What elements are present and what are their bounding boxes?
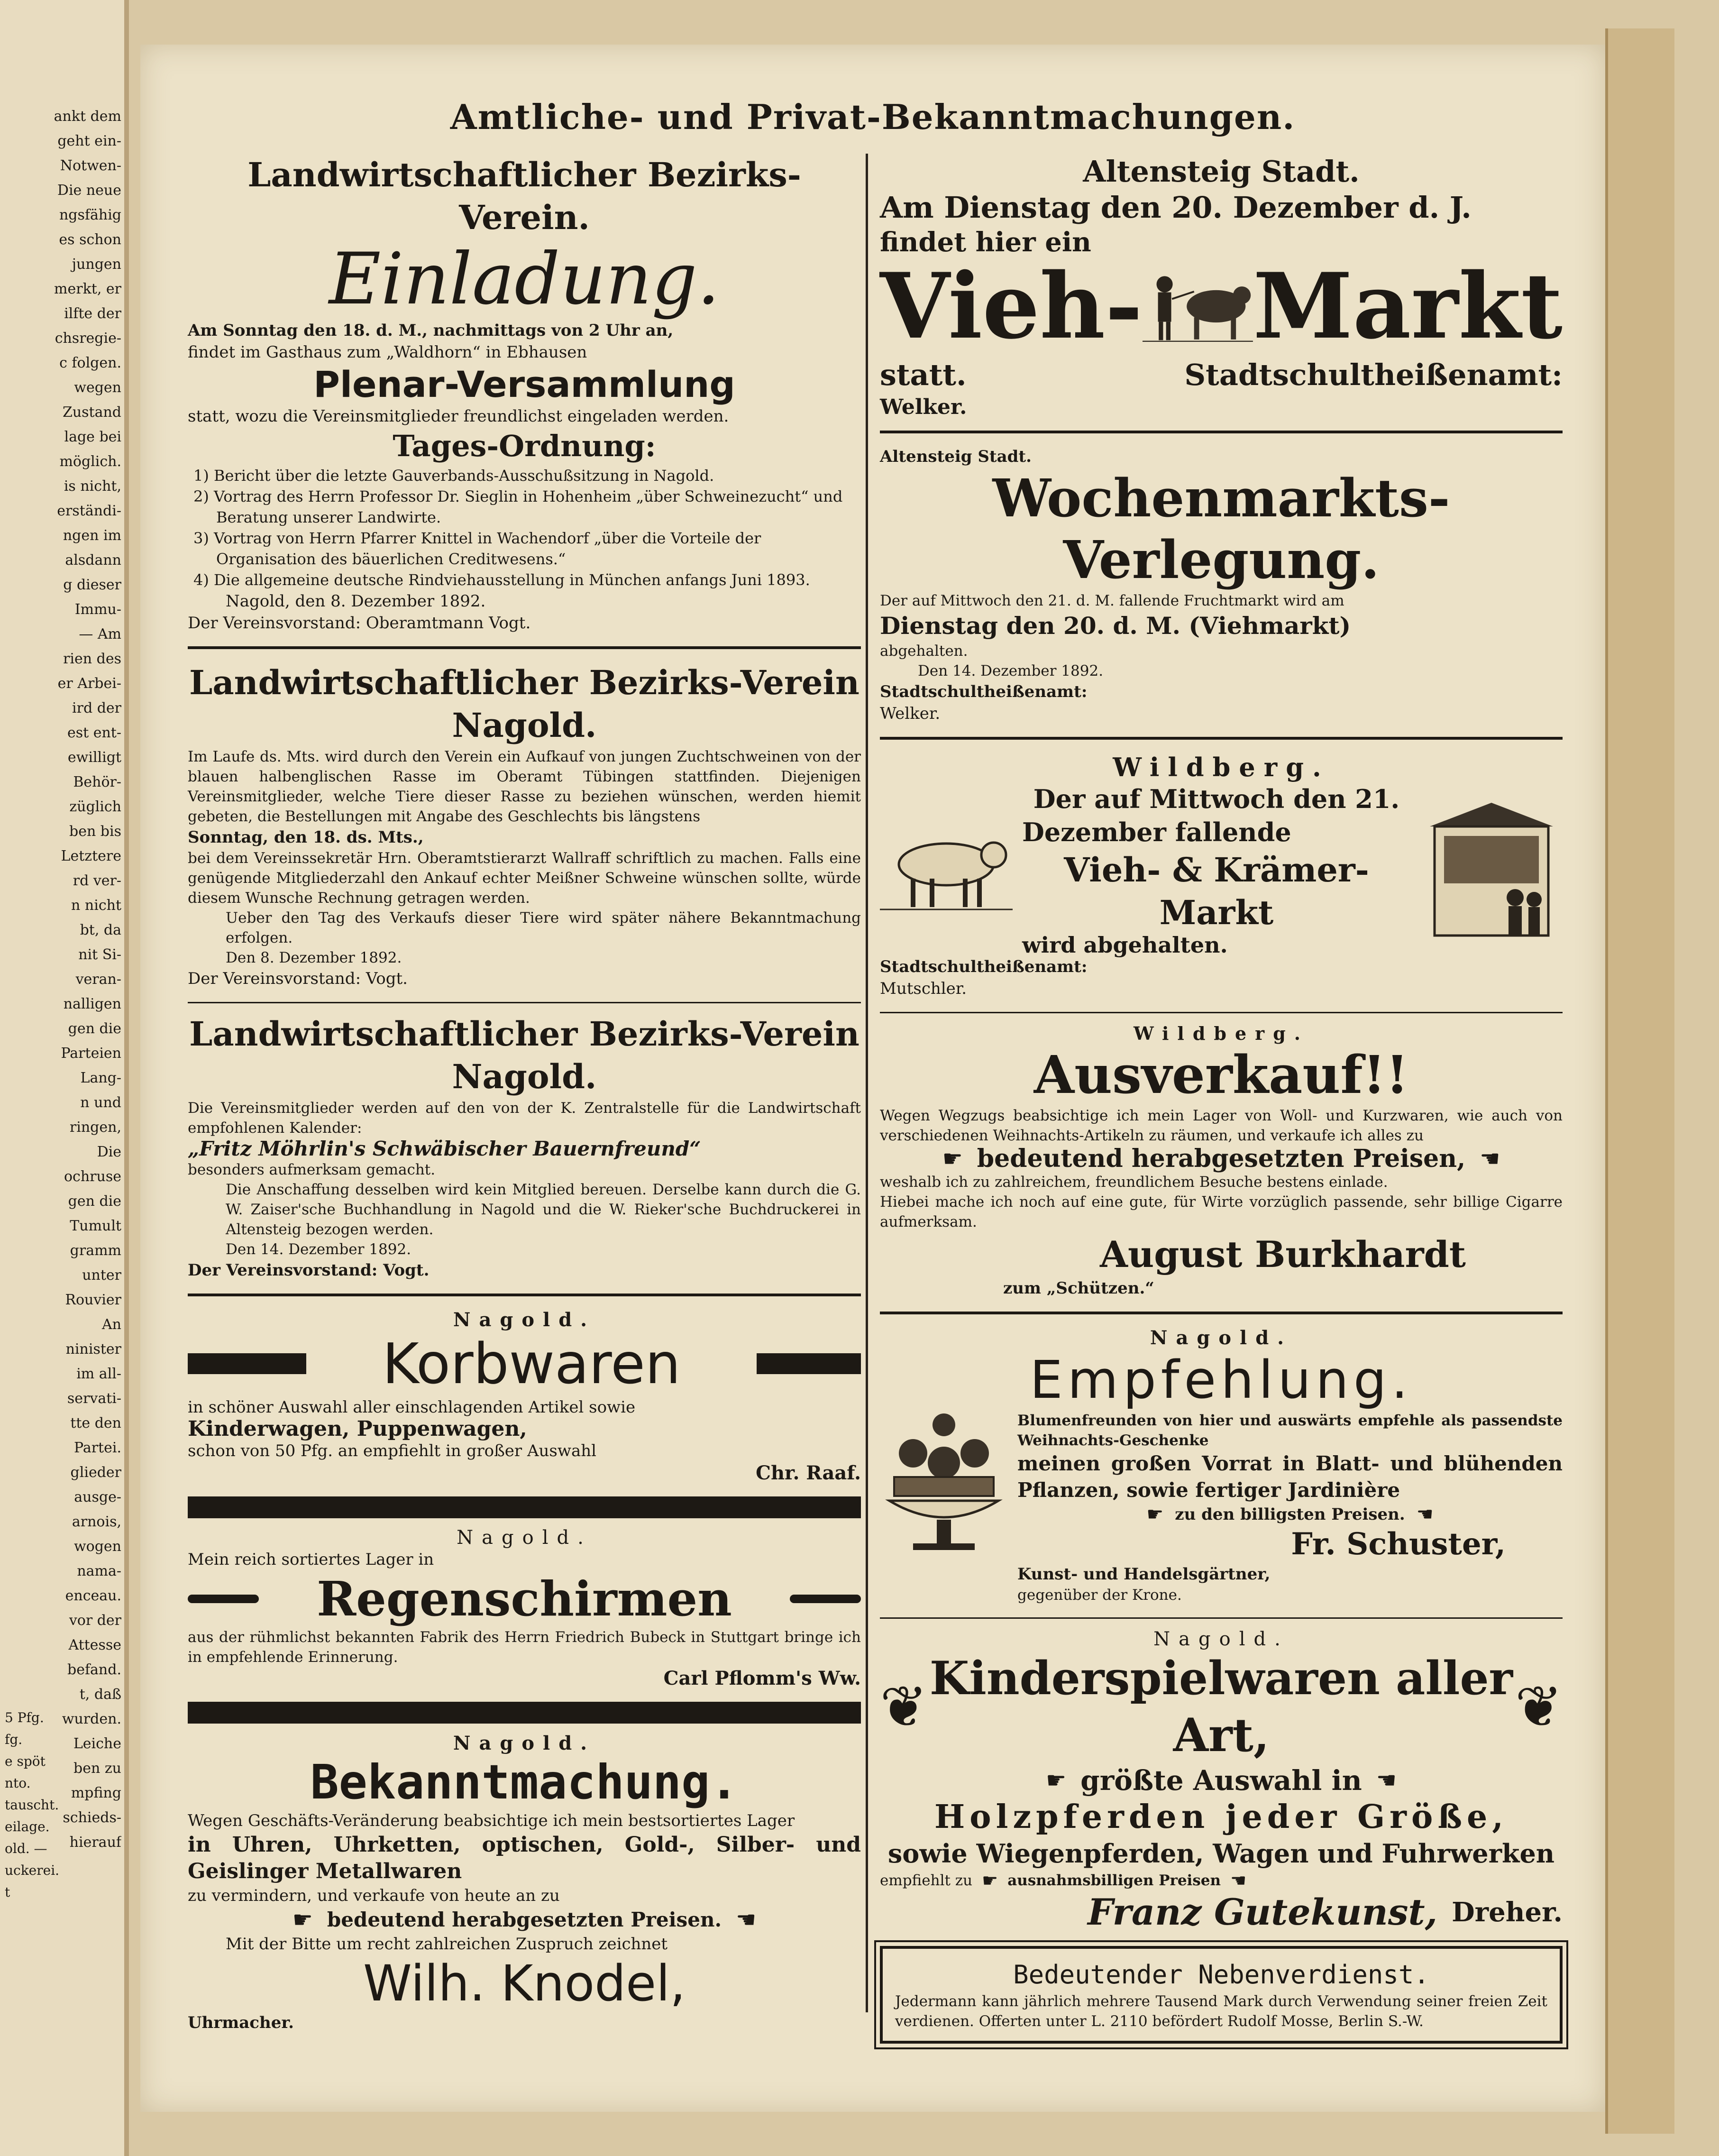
ad-sub: zum „Schützen.“	[1003, 1279, 1154, 1298]
ad-heading-row	[880, 253, 1563, 359]
pointing-hand-icon: ☛	[942, 1146, 963, 1172]
separator-rule	[188, 1294, 861, 1296]
ad-line: schon von 50 Pfg. an empfiehlt in großer Auswahl	[188, 1441, 597, 1460]
previous-page-fragment: züglich	[69, 798, 121, 815]
previous-page-fragment: veran-	[75, 971, 121, 988]
ad-line: meinen großen Vorrat in Blatt- und blühenden Pflanzen, sowie fertiger Jardinière	[1017, 1452, 1563, 1502]
ad-nebenverdienst	[880, 1946, 1563, 2044]
previous-page-fragment: old. —	[5, 1841, 47, 1856]
ad-place: Nagold.	[453, 1309, 596, 1331]
previous-page-fragment: ben bis	[69, 823, 121, 840]
ad-signature: Chr. Raaf.	[756, 1462, 861, 1484]
previous-page-fragment: Notwen-	[60, 157, 121, 174]
previous-page-fragment: Leiche	[73, 1735, 121, 1752]
ox-illustration	[880, 826, 1013, 912]
section-masthead: Amtliche- und Privat-Bekanntmachungen.	[450, 97, 1296, 137]
previous-page-fragment: möglich.	[59, 453, 121, 470]
previous-page-fragment: g dieser	[63, 577, 121, 593]
flower-stand-illustration	[880, 1411, 1008, 1553]
ad-heading: Empfehlung.	[1030, 1349, 1413, 1410]
ad-line: sowie Wiegenpferden, Wagen und Fuhrwerken	[887, 1838, 1555, 1869]
previous-page-fragment: vor der	[69, 1612, 121, 1629]
ad-kinderspielwaren	[880, 1628, 1563, 1934]
ad-body-2: bei dem Vereinssekretär Hrn. Oberamtstierarzt Wallraff schriftlich zu machen. Falls eine genügende Mitgliederzahl den Ankauf echter Meißner Schweine wünschen sollte, würde diesem Wunsche Rechnung getragen werden.	[188, 850, 861, 907]
ad-event-note: statt, wozu die Vereinsmitglieder freundlichst eingeladen werden.	[188, 407, 729, 426]
previous-page-fragment: Behör-	[73, 774, 121, 790]
newspaper-page	[140, 45, 1605, 2112]
ad-place: Altensteig Stadt.	[1083, 154, 1360, 189]
ad-heading: Regenschirmen	[317, 1571, 732, 1627]
ad-date: Den 14. Dezember 1892.	[918, 662, 1104, 679]
ad-prices-row	[1017, 1504, 1563, 1525]
ad-place: Nagold.	[453, 1732, 596, 1754]
previous-page-fragment: ben zu	[73, 1760, 121, 1777]
previous-page-fragment: Die neue	[57, 182, 121, 199]
ad-ausverkauf	[880, 1023, 1563, 1299]
previous-page-fragment: befand.	[67, 1661, 121, 1678]
previous-page-fragment: gramm	[70, 1242, 121, 1259]
ad-heading-row	[880, 1650, 1563, 1764]
previous-page-fragment: lage bei	[64, 429, 121, 445]
ad-viehmarkt	[880, 154, 1563, 418]
ad-bauernfreund	[188, 1013, 861, 1281]
agenda-item: 4) Die allgemeine deutsche Rindviehausstellung in München anfangs Juni 1893.	[193, 571, 810, 589]
previous-page-fragment: nit Si-	[78, 946, 121, 963]
ad-knodel	[188, 1732, 861, 2034]
previous-page-fragment: t	[5, 1884, 10, 1900]
separator-bar	[188, 1702, 861, 1724]
ad-calendar: „Fritz Möhrlin's Schwäbischer Bauernfreund“	[188, 1137, 701, 1160]
previous-page-fragment: mpfing	[71, 1785, 121, 1801]
previous-page-fragment: ausge-	[74, 1489, 121, 1505]
previous-page-fragment: tauscht.	[5, 1797, 59, 1813]
pointing-hand-icon: ☚	[736, 1907, 757, 1933]
ad-role: Dreher.	[1452, 1897, 1563, 1928]
previous-page-fragment: uckerei.	[5, 1862, 60, 1878]
previous-page-fragment: schieds-	[63, 1809, 121, 1826]
ad-word: Vieh-	[880, 253, 1143, 359]
previous-page-bottom-text	[5, 1707, 119, 1903]
ad-body-2: weshalb ich zu zahlreichem, freundlichem Besuche bestens einlade.	[880, 1174, 1388, 1191]
previous-page-fragment: c folgen.	[59, 355, 121, 371]
ad-line: wird abgehalten.	[1022, 932, 1228, 958]
previous-page-fragment: geht ein-	[57, 133, 121, 149]
ad-regenschirme	[188, 1527, 861, 1689]
separator-rule	[188, 1002, 861, 1003]
previous-page-fragment: An	[102, 1316, 121, 1333]
separator-rule	[188, 646, 861, 649]
previous-page-fragment: Die	[97, 1144, 121, 1160]
ad-signature-row	[880, 1891, 1563, 1934]
ad-zuchtschweine	[188, 661, 861, 990]
previous-page-fragment: im all-	[76, 1366, 121, 1382]
ad-heading: Ausverkauf!!	[1033, 1044, 1409, 1105]
ad-name: Franz Gutekunst,	[1088, 1891, 1438, 1933]
previous-page-fragment: Partei.	[73, 1440, 121, 1456]
ad-heading-row	[188, 1570, 861, 1627]
ad-line: Mit der Bitte um recht zahlreichen Zuspruch zeichnet	[226, 1935, 668, 1954]
ad-text-block	[1013, 782, 1420, 956]
previous-page-fragment: gen die	[68, 1193, 121, 1210]
ad-place: Nagold.	[457, 1527, 592, 1549]
ad-office: Stadtschultheißenamt:	[1184, 358, 1563, 392]
decorative-bar	[188, 1353, 306, 1374]
ad-signature: Mutschler.	[880, 979, 967, 998]
ad-name: August Burkhardt	[1100, 1233, 1466, 1275]
previous-page-text	[3, 104, 121, 1855]
previous-page-fragment: wurden.	[62, 1711, 121, 1727]
ad-name: Wilh. Knodel,	[363, 1954, 686, 2012]
ad-text-block	[1008, 1411, 1563, 1605]
ad-title: Landwirtschaftlicher Bezirks-Verein.	[247, 155, 801, 237]
ad-prices-row	[188, 1907, 861, 1933]
previous-page-fragment: Letztere	[61, 848, 121, 864]
pointing-hand-icon: ☚	[1376, 1767, 1397, 1794]
ad-line: Mein reich sortiertes Lager in	[188, 1550, 434, 1569]
ad-prices: zu den billigsten Preisen.	[1175, 1505, 1405, 1524]
ad-signature: Welker.	[880, 704, 941, 723]
pointing-hand-icon: ☛	[982, 1870, 998, 1891]
ad-line: Am Dienstag den 20. Dezember d. J.	[880, 190, 1472, 225]
ad-body-row	[880, 782, 1563, 956]
ad-body-2: besonders aufmerksam gemacht.	[188, 1161, 436, 1178]
ad-office: Stadtschultheißenamt:	[880, 682, 1088, 701]
previous-page-fragment: t, daß	[79, 1686, 121, 1703]
ad-line: ausnahmsbilligen Preisen	[1007, 1872, 1221, 1889]
previous-page-fragment: Immu-	[74, 601, 121, 618]
agenda-item: 2) Vortrag des Herrn Professor Dr. Sieglin in Hohenheim „über Schweinezucht“ und Beratung unserer Landwirte.	[193, 487, 843, 526]
previous-page-fragment: tte den	[70, 1415, 121, 1431]
previous-page-fragment: wegen	[74, 379, 121, 396]
ad-word: Markt	[1253, 253, 1563, 359]
ad-place: Altensteig Stadt.	[880, 447, 1032, 466]
previous-page-fragment: ochruse	[64, 1168, 121, 1185]
ad-prices: bedeutend herabgesetzten Preisen,	[977, 1144, 1466, 1173]
ad-intro-rest: findet im Gasthaus zum „Waldhorn“ in Ebhausen	[188, 343, 587, 362]
ad-line: statt.	[880, 358, 967, 392]
previous-page-fragment: Tumult	[70, 1218, 121, 1234]
ad-korbwaren	[188, 1309, 861, 1484]
ad-line: empfiehlt zu	[880, 1872, 973, 1889]
previous-page-fragment: nto.	[5, 1775, 31, 1791]
previous-page-fragment: nama-	[77, 1563, 121, 1579]
separator-rule	[880, 1312, 1563, 1314]
previous-page-edge	[0, 0, 129, 2156]
ad-date: Den 8. Dezember 1892.	[226, 949, 402, 966]
ad-line: aus der rühmlichst bekannten Fabrik des Herrn Friedrich Bubeck in Stuttgart bringe ich in empfehlende Erinnerung.	[188, 1629, 861, 1666]
previous-page-fragment: enceau.	[65, 1587, 121, 1604]
previous-page-fragment: Rouvier	[65, 1292, 121, 1308]
ad-body: Im Laufe ds. Mts. wird durch den Verein ein Aufkauf von jungen Zuchtschweinen von der blauen halbenglischen Rasse im Oberamt Tübingen stattfinden. Diejenigen Vereinsmitglieder, welche Tiere dieser Rasse zu beziehen wünschen, werden hiemit gebeten, die Bestellungen mit Angabe des Geschlechts bis längstens	[188, 748, 861, 825]
ad-line: findet hier ein	[880, 227, 1091, 258]
pointing-hand-icon: ☛	[292, 1907, 313, 1933]
ad-line: Kinderwagen, Puppenwagen,	[188, 1417, 527, 1441]
previous-page-fragment: ird der	[72, 700, 121, 716]
ad-line: Blumenfreunden von hier und auswärts empfehle als passendste Weihnachts-Geschenke	[1017, 1412, 1563, 1449]
ad-signature: Der Vereinsvorstand: Oberamtmann Vogt.	[188, 614, 531, 633]
previous-page-fragment: alsdann	[65, 552, 121, 569]
previous-page-fragment: merkt, er	[54, 281, 121, 297]
ad-line: Wegen Geschäfts-Veränderung beabsichtige ich mein bestsortiertes Lager	[188, 1811, 795, 1830]
previous-page-fragment: e spöt	[5, 1753, 46, 1769]
ad-office: Stadtschultheißenamt:	[880, 957, 1088, 976]
pointing-hand-icon: ☚	[1230, 1870, 1247, 1891]
separator-rule	[880, 1617, 1563, 1619]
ad-event: Plenar-Versammlung	[313, 363, 735, 405]
ad-role: Kunst- und Handelsgärtner,	[1017, 1565, 1271, 1584]
ad-footer-row	[880, 354, 1563, 396]
previous-page-fragment: — Am	[79, 626, 121, 642]
previous-page-fragment: es schon	[59, 231, 121, 248]
previous-page-fragment: wogen	[73, 1538, 121, 1555]
right-column	[880, 154, 1563, 2056]
ad-intro: Am Sonntag den 18. d. M., nachmittags von 2 Uhr an,	[188, 321, 674, 340]
ad-date: Den 14. Dezember 1892.	[226, 1241, 411, 1258]
previous-page-fragment: hierauf	[69, 1834, 121, 1851]
ad-deadline: Sonntag, den 18. ds. Mts.,	[188, 828, 424, 847]
separator-rule	[880, 431, 1563, 433]
ad-place: Wildberg.	[1113, 752, 1330, 782]
decorative-bar	[757, 1353, 861, 1374]
agenda-item: 3) Vortrag von Herrn Pfarrer Knittel in Wachendorf „über die Vorteile der Organisation des bäuerlichen Creditwesens.“	[193, 529, 761, 568]
ad-line: Vieh- & Krämer-Markt	[1064, 850, 1369, 932]
ad-heading: Korbwaren	[382, 1331, 681, 1396]
cattle-drover-illustration	[1143, 259, 1253, 354]
pointing-hand-icon: ☚	[1480, 1146, 1500, 1172]
previous-page-fragment: chsregie-	[55, 330, 121, 347]
pointing-hand-icon: ☚	[1416, 1504, 1434, 1525]
previous-page-fragment: Parteien	[61, 1045, 121, 1062]
ad-signature: Der Vereinsvorstand: Vogt.	[188, 969, 408, 988]
previous-page-fragment: n nicht	[71, 897, 121, 914]
previous-page-fragment: rien des	[63, 651, 121, 667]
ad-place: Nagold.	[1150, 1327, 1293, 1349]
ad-line: Dienstag den 20. d. M. (Viehmarkt)	[880, 612, 1351, 640]
ad-address: gegenüber der Krone.	[1017, 1587, 1182, 1604]
separator-bar	[188, 1496, 861, 1518]
previous-page-fragment: servati-	[67, 1390, 121, 1407]
ornament-icon: ❦	[880, 1674, 928, 1740]
ad-prices-row	[880, 1146, 1563, 1172]
previous-page-fragment: ilfte der	[64, 305, 121, 322]
ad-bezirksverein-einladung	[188, 154, 861, 634]
ad-line: Holzpferden jeder Größe,	[934, 1798, 1508, 1836]
ad-body-3: Die Anschaffung desselben wird kein Mitglied bereuen. Derselbe kann durch die G. W. Zaiser'sche Buchhandlung in Nagold und die W. Rieker'sche Buchdruckerei in Altensteig bezogen werden.	[226, 1181, 861, 1238]
previous-page-fragment: ngsfähig	[59, 207, 121, 223]
previous-page-fragment: Attesse	[68, 1637, 121, 1653]
left-column	[188, 154, 861, 2046]
ad-name: Fr. Schuster,	[1291, 1526, 1506, 1562]
previous-page-fragment: ninister	[65, 1341, 121, 1358]
previous-page-fragment: Zustand	[62, 404, 121, 421]
ornament-icon: ❦	[1515, 1674, 1563, 1740]
ad-body: Die Vereinsmitglieder werden auf den von der K. Zentralstelle für die Landwirtschaft empfohlenen Kalender:	[188, 1100, 861, 1137]
ad-line: Der auf Mittwoch den 21.	[1033, 784, 1400, 814]
previous-page-fragment: est ent-	[67, 725, 121, 741]
ad-line: in schöner Auswahl aller einschlagenden Artikel sowie	[188, 1398, 636, 1417]
ad-signature: Welker.	[880, 395, 967, 419]
ad-line: zu vermindern, und verkaufe von heute an zu	[188, 1886, 560, 1905]
ad-body-3: Hiebei mache ich noch auf eine gute, für Wirte vorzüglich passende, sehr billige Cigarre aufmerksam.	[880, 1193, 1563, 1230]
ad-place: Wildberg.	[1133, 1023, 1309, 1044]
ad-heading: Bedeutender Nebenverdienst.	[1013, 1960, 1429, 1990]
previous-page-fragment: glieder	[70, 1464, 121, 1481]
previous-page-fragment: ewilligt	[67, 749, 121, 766]
previous-page-fragment: jungen	[72, 256, 121, 273]
ad-title: Landwirtschaftlicher Bezirks-Verein Nagold.	[189, 1014, 860, 1096]
ad-line: Der auf Mittwoch den 21. d. M. fallende Fruchtmarkt wird am	[880, 592, 1344, 609]
market-stall-illustration	[1420, 798, 1563, 940]
ad-heading: Wochenmarkts-Verlegung.	[992, 468, 1450, 590]
previous-page-fragment: ngen im	[63, 527, 121, 544]
previous-page-fragment: unter	[82, 1267, 121, 1284]
pointing-hand-icon: ☛	[1046, 1767, 1067, 1794]
previous-page-fragment: nalligen	[63, 996, 121, 1012]
previous-page-fragment: ringen,	[69, 1119, 121, 1136]
ad-body: Jedermann kann jährlich mehrere Tausend Mark durch Verwendung seiner freien Zeit verdienen. Offerten unter L. 2110 befördert Rudolf Mosse, Berlin S.-W.	[895, 1993, 1547, 2030]
ad-wildberg-markt	[880, 752, 1563, 1000]
previous-page-fragment: fg.	[5, 1732, 23, 1747]
ad-heading: Bekanntmachung.	[310, 1754, 739, 1810]
ad-signature: Carl Pflomm's Ww.	[663, 1667, 861, 1689]
ad-line: in Uhren, Uhrketten, optischen, Gold-, Silber- und Geislinger Metallwaren	[188, 1833, 861, 1883]
ad-role: Uhrmacher.	[188, 2013, 294, 2032]
ad-prices-row	[880, 1870, 1563, 1891]
previous-page-fragment: gen die	[68, 1020, 121, 1037]
ad-prices: bedeutend herabgesetzten Preisen.	[327, 1908, 722, 1931]
pointing-hand-icon: ☛	[1146, 1504, 1164, 1525]
ad-body-row	[880, 1411, 1563, 1605]
decorative-bar	[188, 1595, 259, 1603]
ad-line-row	[880, 1764, 1563, 1797]
ad-body: Wegen Wegzugs beabsichtige ich mein Lager von Woll- und Kurzwaren, wie auch von verschiedenen Weihnachts-Artikeln zu räumen, und verkaufe ich alles zu	[880, 1107, 1563, 1144]
ad-line: größte Auswahl in	[1080, 1764, 1362, 1797]
ad-date: Nagold, den 8. Dezember 1892.	[226, 592, 486, 611]
ad-agenda-title: Tages-Ordnung:	[393, 429, 656, 463]
ad-wochenmarkt	[880, 446, 1563, 725]
ad-heading: Kinderspielwaren aller Art,	[929, 1651, 1513, 1762]
ad-heading: Einladung.	[329, 238, 720, 321]
ad-body-3: Ueber den Tag des Verkaufs dieser Tiere wird später nähere Bekanntmachung erfolgen.	[226, 909, 861, 946]
ad-place: Nagold.	[1153, 1628, 1289, 1650]
decorative-bar	[790, 1595, 861, 1603]
separator-rule	[880, 1012, 1563, 1013]
previous-page-fragment: 5 Pfg.	[5, 1710, 44, 1725]
separator-rule	[880, 737, 1563, 740]
ad-line: Dezember fallende	[1022, 817, 1291, 847]
previous-page-fragment: n und	[80, 1094, 121, 1111]
previous-page-fragment: er Arbei-	[57, 675, 121, 692]
previous-page-fragment: arnois,	[72, 1514, 121, 1530]
ad-line: abgehalten.	[880, 642, 968, 660]
page-stack-edge	[1605, 28, 1674, 2134]
previous-page-fragment: is nicht,	[64, 478, 121, 495]
previous-page-fragment: bt, da	[80, 922, 121, 938]
ad-title: Landwirtschaftlicher Bezirks-Verein Nagold.	[189, 663, 860, 745]
previous-page-fragment: eilage.	[5, 1819, 50, 1835]
ad-empfehlung	[880, 1327, 1563, 1605]
agenda-item: 1) Bericht über die letzte Gauverbands-Ausschußsitzung in Nagold.	[193, 467, 714, 485]
previous-page-fragment: rd ver-	[73, 872, 121, 889]
ad-signature: Der Vereinsvorstand: Vogt.	[188, 1261, 430, 1280]
ad-heading-row	[188, 1331, 861, 1396]
previous-page-fragment: Lang-	[80, 1070, 121, 1086]
previous-page-fragment: erständi-	[57, 503, 121, 519]
column-divider	[866, 154, 868, 2012]
previous-page-fragment: ankt dem	[54, 108, 121, 125]
